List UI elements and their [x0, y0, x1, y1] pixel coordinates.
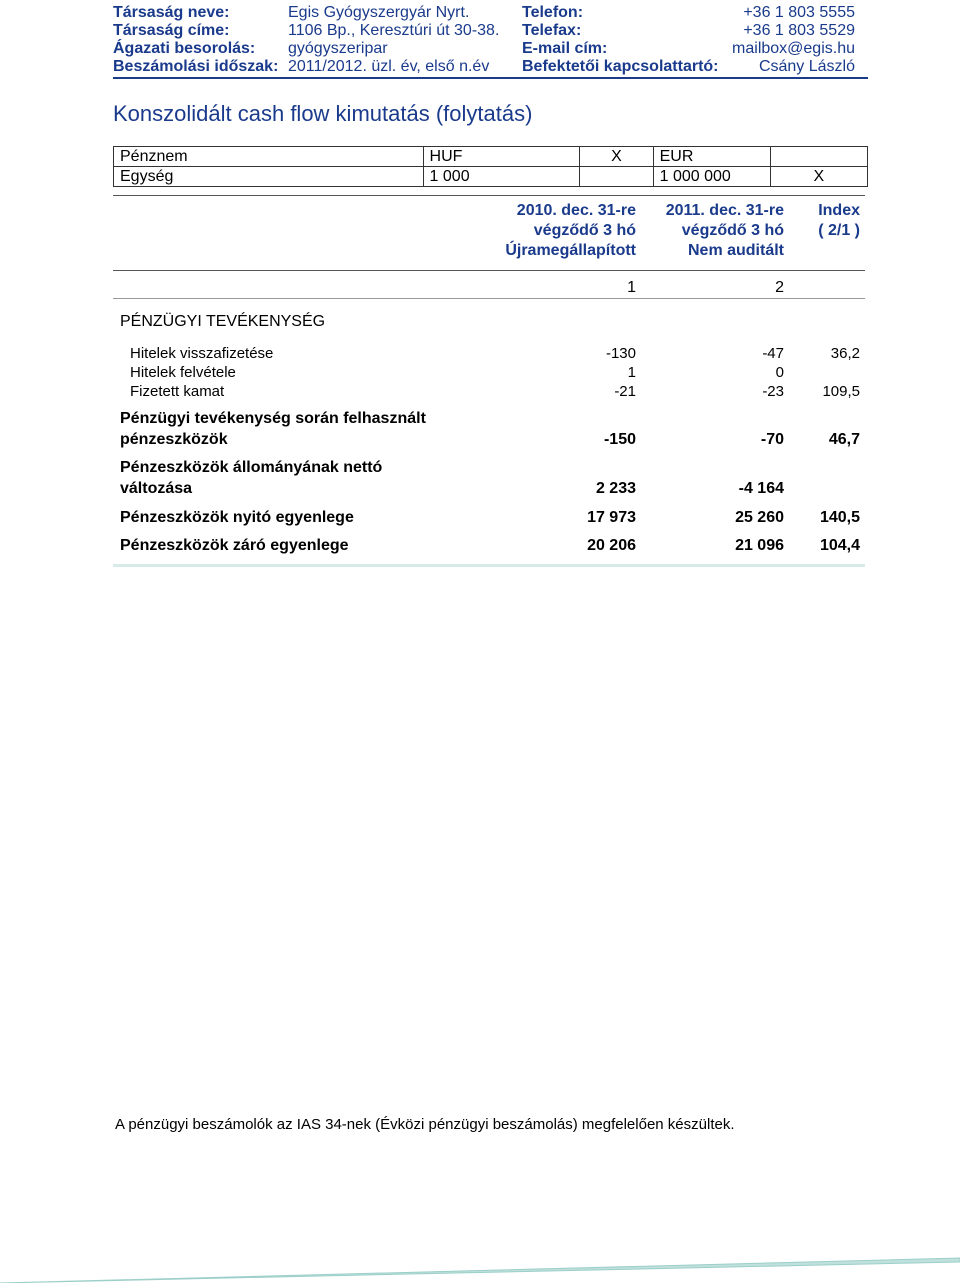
col3-line1: Index	[818, 202, 860, 219]
ir-contact-value: Csány László	[758, 58, 855, 75]
net-change-value-2: -4 164	[738, 480, 784, 497]
row-label: Fizetett kamat	[130, 383, 225, 400]
sector-label: Ágazati besorolás:	[113, 40, 256, 57]
fax-label: Telefax:	[522, 22, 582, 39]
unit-label: Egység	[114, 167, 424, 187]
col1-line3: Újramegállapított	[505, 242, 636, 259]
col1-line1: 2010. dec. 31-re	[516, 202, 636, 219]
row-label: Hitelek visszafizetése	[130, 345, 274, 362]
closing-index: 104,4	[819, 537, 860, 554]
email-value[interactable]: mailbox@egis.hu	[732, 40, 855, 57]
col3-line2: ( 2/1 )	[818, 222, 860, 239]
company-address-value: 1106 Bp., Keresztúri út 30-38.	[288, 22, 500, 39]
ir-contact-label: Befektetői kapcsolattartó:	[522, 58, 719, 75]
sector-value: gyógyszeripar	[288, 40, 388, 57]
section-title: PÉNZÜGYI TEVÉKENYSÉG	[120, 313, 326, 330]
subtotal-label-line2: pénzeszközök	[120, 431, 228, 448]
col1-line2: végződő 3 hó	[533, 222, 636, 239]
row-value-1: -21	[614, 383, 636, 400]
subtotal-value-1: -150	[603, 431, 636, 448]
net-change-value-1: 2 233	[595, 480, 636, 497]
subtotal-index: 46,7	[828, 431, 860, 448]
net-change-label-line1: Pénzeszközök állományának nettó	[120, 459, 383, 476]
page-title: Konszolidált cash flow kimutatás (folytatás)	[113, 101, 533, 126]
footer-note: A pénzügyi beszámolók az IAS 34-nek (Évközi pénzügyi beszámolás) megfelelően készültek.	[115, 1116, 735, 1133]
subtotal-value-2: -70	[760, 431, 784, 448]
closing-value-1: 20 206	[587, 537, 636, 554]
row-value-1: -130	[605, 345, 636, 362]
email-label: E-mail cím:	[522, 40, 608, 57]
row-index: 109,5	[822, 383, 860, 400]
row-value-2: -47	[762, 345, 784, 362]
fax-value: +36 1 803 5529	[743, 22, 855, 39]
row-label: Hitelek felvétele	[130, 364, 236, 381]
company-address-label: Társaság címe:	[113, 22, 230, 39]
col2-line1: 2011. dec. 31-re	[665, 202, 784, 219]
col2-line2: végződő 3 hó	[681, 222, 784, 239]
subtotal-label-line1: Pénzügyi tevékenység során felhasznált	[120, 410, 426, 427]
opening-value-1: 17 973	[587, 509, 636, 526]
currency-huf-mark: X	[580, 147, 653, 167]
phone-label: Telefon:	[522, 4, 584, 21]
company-name-label: Társaság neve:	[113, 4, 230, 21]
row-index: 36,2	[830, 345, 860, 362]
period-value: 2011/2012. üzl. év, első n.év	[288, 58, 490, 75]
currency-label: Pénznem	[114, 147, 424, 167]
column-number-2: 2	[775, 279, 784, 296]
unit-thousand: 1 000	[423, 167, 580, 187]
net-change-label-line2: változása	[120, 480, 193, 497]
company-name-value: Egis Gyógyszergyár Nyrt.	[288, 4, 470, 21]
closing-value-2: 21 096	[735, 537, 784, 554]
opening-value-2: 25 260	[735, 509, 784, 526]
opening-index: 140,5	[819, 509, 860, 526]
period-label: Beszámolási időszak:	[113, 58, 279, 75]
unit-million: 1 000 000	[653, 167, 770, 187]
row-value-1: 1	[627, 364, 636, 381]
column-number-1: 1	[627, 279, 636, 296]
col2-line3: Nem auditált	[687, 242, 784, 259]
opening-label: Pénzeszközök nyitó egyenlege	[120, 509, 354, 526]
currency-eur: EUR	[653, 147, 770, 167]
phone-value: +36 1 803 5555	[743, 4, 855, 21]
closing-label: Pénzeszközök záró egyenlege	[120, 537, 349, 554]
currency-huf: HUF	[423, 147, 580, 167]
row-value-2: -23	[762, 383, 784, 400]
unit-million-mark: X	[770, 167, 867, 187]
row-value-2: 0	[775, 364, 784, 381]
